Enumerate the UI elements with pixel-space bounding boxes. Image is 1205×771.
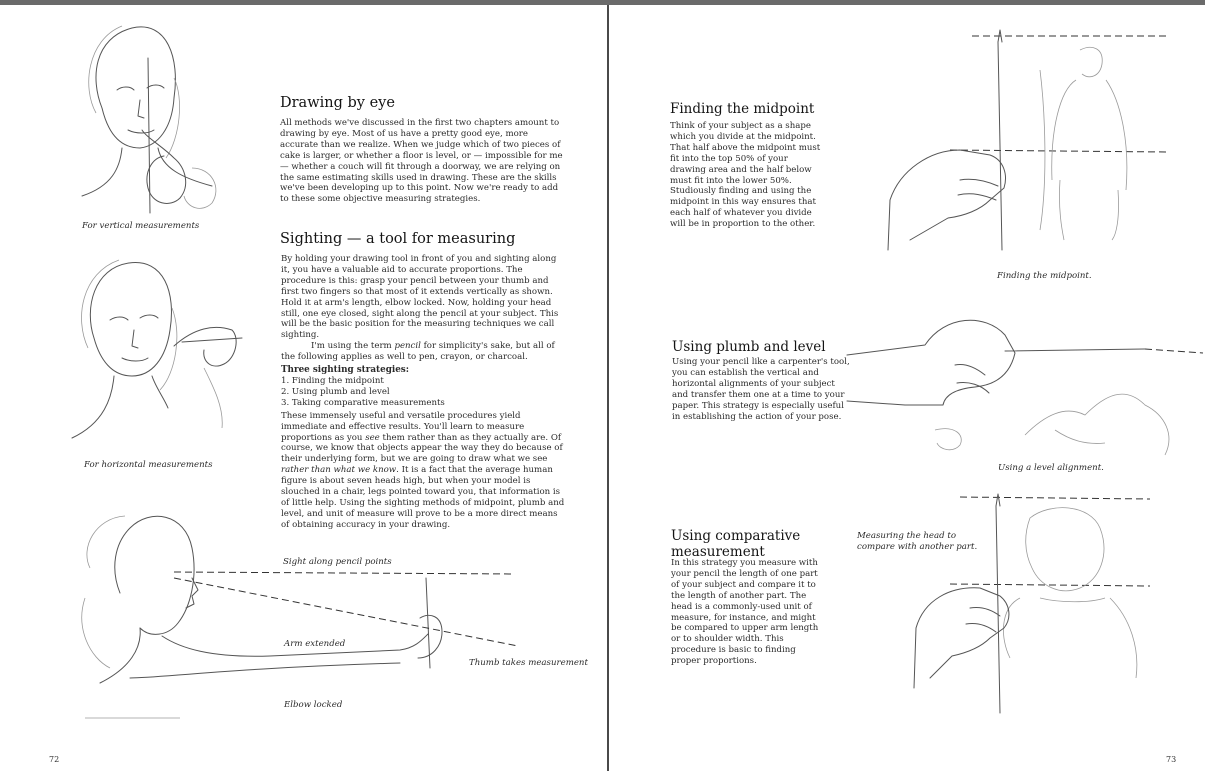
text-sighting: [281, 254, 565, 531]
sketch-vertical-measurement: [62, 18, 242, 223]
text-plumb: Using your pencil like a carpenter's tool, you can establish the vertical and horizontal alignments of your subject and transfer them one at a time to your paper. This strategy is especially useful in establishing the action of your pose.: [672, 357, 850, 422]
sketch-comparative: [900, 488, 1160, 733]
paragraph-drawing-by-eye: All methods we've discussed in the first two chapters amount to drawing by eye. Most of us have a pretty good eye, more accurate than we realize. When we judge which of two pieces of cake is larger, or whether a floor is level, or — impossible for me — whether a couch will fit through a doorway, we are relying on the same estimating skills used in drawing. These are the skills we've been developing up to this point. Now we're ready to add to these some objective measuring strategies.: [280, 118, 563, 205]
caption-vertical: For vertical measurements: [82, 221, 200, 231]
text-emphasis: see: [365, 432, 380, 443]
heading-comparative: Using comparative measurement: [671, 528, 801, 560]
text-midpoint: Think of your subject as a shape which you divide at the midpoint. That half above the midpoint must fit into the top 50% of your drawing area and the half below must fit into the lower 50%. Studiously finding and using the midpoint in this way ensures that each half of whatever you divide will be in proportion to the other.: [670, 121, 821, 230]
strategies-list: [281, 376, 565, 409]
caption-midpoint: Finding the midpoint.: [997, 271, 1092, 281]
sketch-midpoint: [880, 30, 1170, 280]
paragraph-sighting-1: By holding your drawing tool in front of you and sighting along it, you have a valuable aid to accurate proportions. The procedure is this: grasp your pencil between your thumb and first two fingers so that most of it extends vertically as shown. Hold it at arm's length, elbow locked. Now, holding your head still, one eye closed, sight along the pencil at your subject. This will be the basic position for the measuring techniques we call sighting.: [281, 254, 559, 341]
heading-drawing-by-eye: Drawing by eye: [280, 95, 395, 111]
text-drawing-by-eye: [280, 118, 563, 205]
heading-plumb: Using plumb and level: [672, 339, 826, 355]
text-segment: . It is a fact that the average human figure is about seven heads high, but when your model is slouched in a chair, legs pointed toward you, that information is of little help. Using the sighting methods of midpoint, plumb and level, and unit of measure will prove to be a more direct means of obtaining accuracy in your drawing.: [281, 465, 565, 530]
list-item: 1. Finding the midpoint: [281, 375, 384, 386]
text-emphasis: pencil: [394, 341, 421, 352]
caption-plumb: Using a level alignment.: [998, 463, 1104, 473]
sketch-plumb-level: [845, 305, 1205, 465]
caption-horizontal: For horizontal measurements: [84, 460, 213, 470]
text-segment: for simplicity's sake, but all of the following applies as well to pen, crayon, or charcoal.: [281, 341, 555, 363]
caption-sight-along: Sight along pencil points: [283, 557, 392, 567]
text-emphasis: rather than what we know: [281, 465, 397, 476]
text-segment: them rather than as they actually are. Of course, we know that objects appear the way they do because of their underlying form, but we are going to draw what we see: [281, 432, 563, 465]
sketch-arm-extended: [70, 508, 530, 723]
list-item: 3. Taking comparative measurements: [281, 397, 445, 408]
page-number-left: 72: [49, 755, 60, 764]
caption-arm-extended: Arm extended: [284, 639, 346, 649]
caption-elbow-locked: Elbow locked: [284, 700, 343, 710]
heading-midpoint: Finding the midpoint: [670, 101, 815, 117]
sketch-horizontal-measurement: [64, 258, 249, 458]
paragraph-sighting-3: [281, 411, 565, 531]
paragraph-sighting-2: [281, 341, 565, 363]
text-comparative: In this strategy you measure with your pencil the length of one part of your subject and compare it to the length of another part. The head is a commonly-used unit of measure, for instance, and might be compared to upper arm length or to shoulder width. This procedure is basic to finding proper proportions.: [671, 558, 819, 667]
text-segment: I'm using the term: [311, 341, 395, 352]
strategies-label: Three sighting strategies:: [281, 365, 409, 376]
caption-comparative: Measuring the head to compare with another part.: [857, 531, 978, 552]
heading-sighting: Sighting — a tool for measuring: [280, 231, 516, 247]
text-segment: These immensely useful and versatile procedures yield immediate and effective results. You'll learn to measure proportions as you: [281, 410, 525, 443]
page-number-right: 73: [1166, 755, 1177, 764]
list-item: 2. Using plumb and level: [281, 386, 390, 397]
caption-thumb-takes: Thumb takes measurement: [469, 658, 588, 668]
